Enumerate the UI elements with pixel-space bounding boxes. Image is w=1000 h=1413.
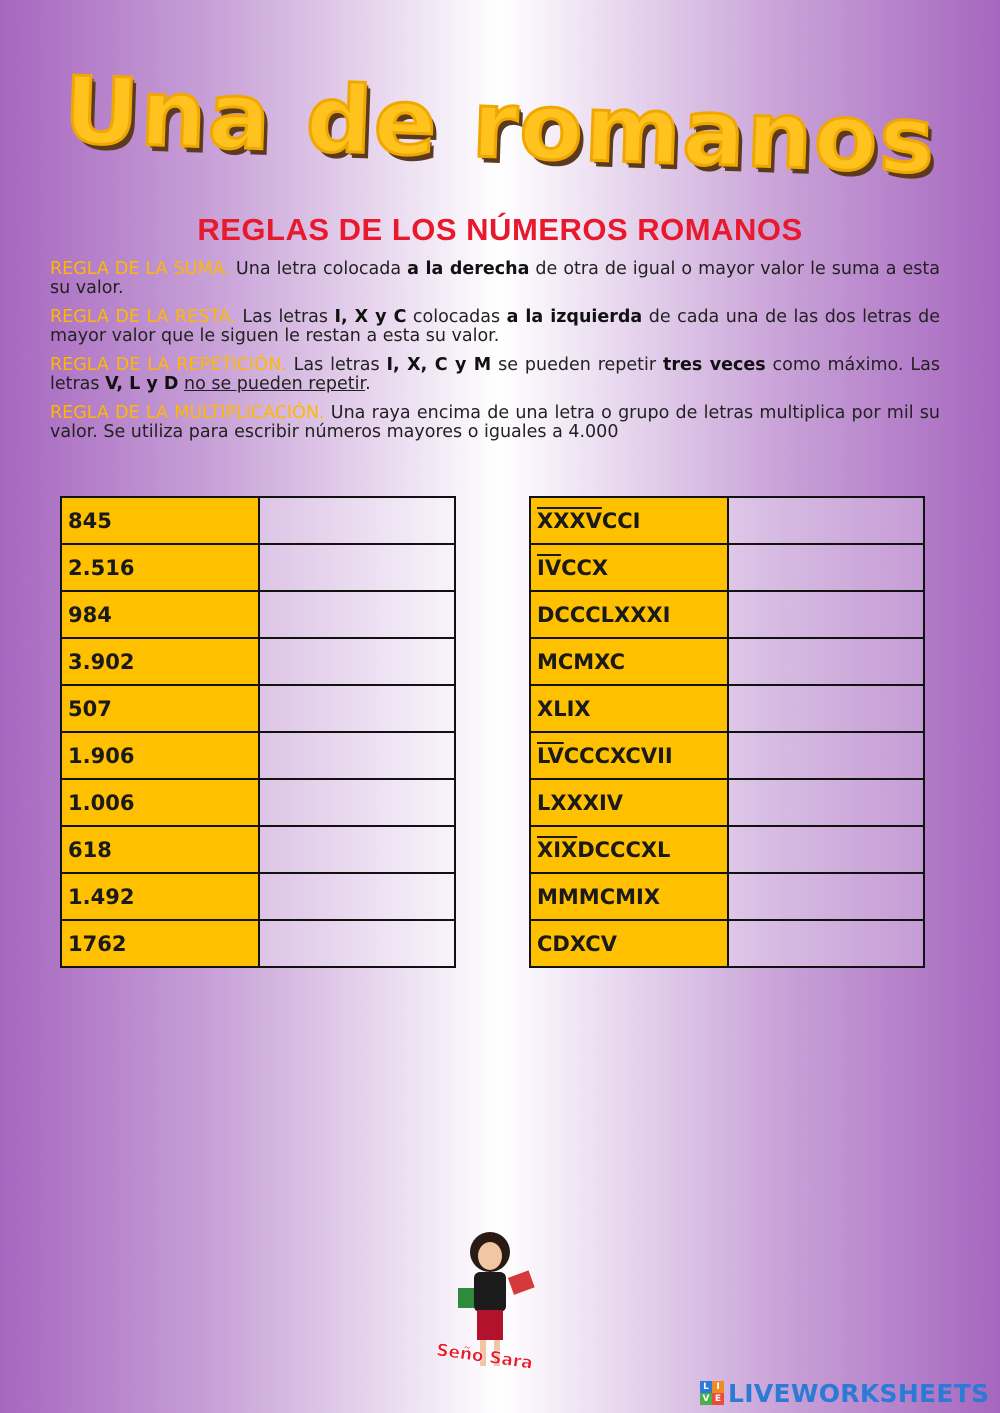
rule-bold: a la izquierda	[506, 307, 643, 327]
roman-number-cell	[530, 544, 728, 591]
logo-letter: E	[712, 1393, 724, 1405]
roman-answer-input[interactable]	[260, 874, 454, 919]
rule-resta-name: REGLA DE LA RESTA.	[50, 307, 236, 327]
table-row	[61, 920, 455, 967]
rule-text: Las letras	[286, 355, 387, 375]
table-row	[530, 544, 924, 591]
table-row	[530, 920, 924, 967]
roman-answer-input[interactable]	[260, 498, 454, 543]
roman-part: CCX	[561, 555, 609, 580]
roman-part: LXXXIV	[537, 790, 624, 815]
rule-bold: I, X, C y M	[386, 355, 492, 375]
answer-cell	[728, 920, 924, 967]
rule-text: Una letra colocada	[229, 259, 408, 279]
arabic-answer-input[interactable]	[729, 592, 923, 637]
rule-repeticion-name: REGLA DE LA REPETICIÓN.	[50, 355, 287, 375]
rule-text: Una raya encima de una letra o grupo de letras multiplica por mil su valor. Se utiliza para escribir números mayores o iguales a 4.000	[50, 403, 941, 442]
rule-repeticion	[50, 356, 940, 394]
answer-cell	[728, 873, 924, 920]
answer-cell	[259, 685, 455, 732]
brand-name: LIVEWORKSHEETS	[728, 1378, 990, 1408]
arabic-number-cell: 1.006	[61, 779, 259, 826]
table-row	[61, 873, 455, 920]
rule-bold: I, X y C	[334, 307, 407, 327]
arabic-number-cell: 845	[61, 497, 259, 544]
roman-number-cell	[530, 732, 728, 779]
arabic-answer-input[interactable]	[729, 639, 923, 684]
table-row	[61, 638, 455, 685]
rule-bold: tres veces	[662, 355, 766, 375]
logo-letter: I	[712, 1381, 724, 1393]
liveworksheets-logo-icon	[700, 1381, 724, 1405]
roman-number-cell	[530, 873, 728, 920]
table-row	[61, 544, 455, 591]
table-row	[61, 685, 455, 732]
table-row	[61, 591, 455, 638]
roman-part: MCMXC	[537, 649, 626, 674]
roman-number-cell	[530, 497, 728, 544]
table-row	[530, 732, 924, 779]
answer-cell	[728, 591, 924, 638]
table-row	[61, 497, 455, 544]
rule-text: Las letras	[235, 307, 335, 327]
roman-part: DCCCXL	[577, 837, 671, 862]
mascot-label: Seño Sara	[435, 1340, 534, 1374]
roman-number-cell	[530, 920, 728, 967]
roman-part: CCCXCVII	[563, 743, 673, 768]
answer-cell	[728, 544, 924, 591]
answer-cell	[259, 779, 455, 826]
arabic-answer-input[interactable]	[729, 780, 923, 825]
roman-answer-input[interactable]	[260, 827, 454, 872]
rule-multiplicacion-name: REGLA DE LA MULTIPLICACIÓN.	[50, 403, 325, 423]
answer-cell	[259, 826, 455, 873]
roman-part: MMMCMIX	[537, 884, 661, 909]
arabic-answer-input[interactable]	[729, 874, 923, 919]
arabic-answer-input[interactable]	[729, 545, 923, 590]
roman-number-cell	[530, 591, 728, 638]
answer-cell	[259, 497, 455, 544]
arabic-number-cell: 1762	[61, 920, 259, 967]
rule-multiplicacion	[50, 404, 940, 442]
rule-bold: V, L y D	[105, 374, 179, 394]
table-row	[530, 685, 924, 732]
table-row	[61, 826, 455, 873]
rules-heading: REGLAS DE LOS NÚMEROS ROMANOS	[197, 212, 803, 247]
table-row	[530, 826, 924, 873]
answer-cell	[728, 779, 924, 826]
rule-suma-name: REGLA DE LA SUMA.	[50, 259, 230, 279]
answer-cell	[259, 732, 455, 779]
arabic-number-cell: 618	[61, 826, 259, 873]
arabic-number-cell: 2.516	[61, 544, 259, 591]
arabic-number-cell: 984	[61, 591, 259, 638]
arabic-number-cell: 3.902	[61, 638, 259, 685]
rule-suma	[50, 260, 940, 298]
answer-cell	[259, 544, 455, 591]
answer-cell	[259, 638, 455, 685]
arabic-answer-input[interactable]	[729, 498, 923, 543]
overlined-part: $\overline{LV}$	[537, 743, 564, 768]
table-row	[530, 779, 924, 826]
table-row	[530, 873, 924, 920]
worksheet-title: Una de romanos	[62, 56, 938, 195]
table-row	[61, 779, 455, 826]
arabic-number-cell: 1.492	[61, 873, 259, 920]
arabic-number-cell: 507	[61, 685, 259, 732]
roman-part: XLIX	[537, 696, 591, 721]
table-row	[530, 591, 924, 638]
arabic-answer-input[interactable]	[729, 733, 923, 778]
answer-cell	[259, 591, 455, 638]
rule-text: de cada una de las dos letras de mayor valor que le siguen le restan a esta su valor.	[50, 307, 940, 346]
answer-cell	[259, 920, 455, 967]
roman-answer-input[interactable]	[260, 733, 454, 778]
rule-text: colocadas	[406, 307, 507, 327]
roman-answer-input[interactable]	[260, 639, 454, 684]
roman-number-cell	[530, 826, 728, 873]
rule-text: como máximo. Las letras	[50, 355, 940, 394]
answer-cell	[728, 732, 924, 779]
overlined-part: $\overline{IV}$	[537, 555, 562, 580]
table-row	[61, 732, 455, 779]
roman-answer-input[interactable]	[260, 686, 454, 731]
roman-answer-input[interactable]	[260, 921, 454, 966]
rule-underline: no se pueden repetir	[183, 374, 366, 394]
roman-number-cell	[530, 685, 728, 732]
arabic-answer-input[interactable]	[729, 827, 923, 872]
roman-part: CDXCV	[537, 931, 617, 956]
arabic-to-roman-table	[60, 496, 456, 968]
answer-cell	[728, 685, 924, 732]
logo-letter: V	[700, 1393, 712, 1405]
rule-text: se pueden repetir	[491, 355, 663, 375]
arabic-answer-input[interactable]	[729, 921, 923, 966]
rules-section	[50, 260, 940, 452]
rule-bold: a la derecha	[407, 259, 530, 279]
roman-part: CCI	[601, 508, 641, 533]
answer-cell	[728, 497, 924, 544]
roman-part: DCCCLXXXI	[537, 602, 671, 627]
table-row	[530, 497, 924, 544]
arabic-number-cell: 1.906	[61, 732, 259, 779]
overlined-part: $\overline{XIX}$	[537, 837, 578, 862]
rule-text: .	[365, 374, 371, 394]
roman-answer-input[interactable]	[260, 780, 454, 825]
roman-number-cell	[530, 779, 728, 826]
rule-text: de otra de igual o mayor valor le suma a esta su valor.	[50, 259, 940, 298]
rule-resta	[50, 308, 940, 346]
logo-letter: L	[700, 1381, 712, 1393]
table-row	[530, 638, 924, 685]
roman-to-arabic-table	[529, 496, 925, 968]
answer-cell	[259, 873, 455, 920]
roman-number-cell	[530, 638, 728, 685]
answer-cell	[728, 638, 924, 685]
arabic-answer-input[interactable]	[729, 686, 923, 731]
roman-answer-input[interactable]	[260, 592, 454, 637]
answer-cell	[728, 826, 924, 873]
roman-answer-input[interactable]	[260, 545, 454, 590]
overlined-part: XXXV	[537, 508, 602, 533]
liveworksheets-brand[interactable]	[700, 1378, 989, 1408]
